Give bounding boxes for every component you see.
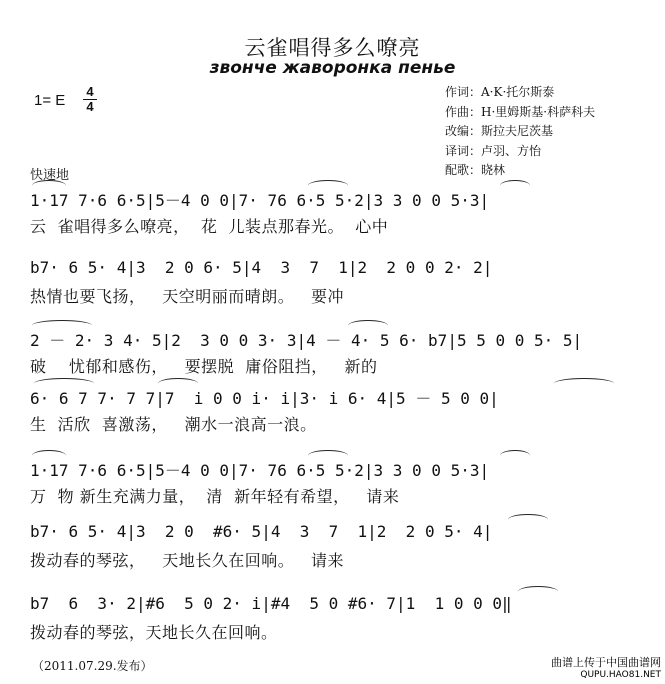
credit-translator: 译词：卢羽、方怡 [445,143,542,158]
tempo-marking: 快速地 [30,168,70,183]
credit-lyricist: 作词：A·K·托尔斯泰 [445,85,555,99]
song-subtitle: звонче жаворонка пенье [209,58,456,78]
watermark [551,656,661,682]
notation-line: b7 6 3· 2|#6 5 0 2· i|#4 5 0 #6· 7|1 1 0 0 0‖ [30,594,512,613]
notation-line: b7· 6 5· 4|3 2 0 #6· 5|4 3 7 1|2 2 0 5· 4| [30,522,493,541]
time-signature-top: 4 [86,84,94,99]
lyrics-line: 拨动春的琴弦， 天地长久在回响。 请来 [30,551,345,570]
lyrics-line: 破 忧郁和感伤， 要摆脱 庸俗阻挡， 新的 [30,357,378,376]
lyrics-line: 拨动春的琴弦，天地长久在回响。 [30,623,278,642]
notation-line: 2 － 2· 3 4· 5|2 3 0 0 3· 3|4 － 4· 5 6· b7|5 5 0 0 5· 5| [30,331,583,350]
key-signature: 1= E [34,92,66,109]
lyrics-line: 万 物 新生充满力量， 清 新年轻有希望， 请来 [30,487,400,506]
time-signature [83,86,97,113]
notation-line: 1·17 7·6 6·5|5－4 0 0|7· 76 6·5 5·2|3 3 0 0 5·3| [30,461,490,480]
notation-line: 1·17 7·6 6·5|5－4 0 0|7· 76 6·5 5·2|3 3 0 0 5·3| [30,191,490,210]
watermark-line-2: QUPU.HAO81.NET [580,670,661,680]
credit-arranger: 改编：斯拉夫尼茨基 [445,124,554,138]
song-title: 云雀唱得多么嘹亮 [244,36,421,60]
lyrics-line: 云 雀唱得多么嘹亮， 花 儿装点那春光。 心中 [30,217,389,236]
publish-date: （2011.07.29.发布） [32,659,153,673]
credit-adapter: 配歌：晓林 [445,163,506,177]
time-signature-bottom: 4 [86,99,94,114]
credits [445,83,595,181]
lyrics-line: 热情也要飞扬， 天空明丽而晴朗。 要冲 [30,287,345,306]
notation-line: b7· 6 5· 4|3 2 0 6· 5|4 3 7 1|2 2 0 0 2· 2| [30,258,493,277]
credit-composer: 作曲：H·里姆斯基·科萨科夫 [445,104,596,119]
notation-line: 6· 6 7 7· 7 7|7 i 0 0 i· i|3· i 6· 4|5 － 5 0 0| [30,389,499,408]
watermark-line-1: 曲谱上传于中国曲谱网 [551,656,661,669]
lyrics-line: 生 活欣 喜激荡， 潮水一浪高一浪。 [30,415,317,434]
